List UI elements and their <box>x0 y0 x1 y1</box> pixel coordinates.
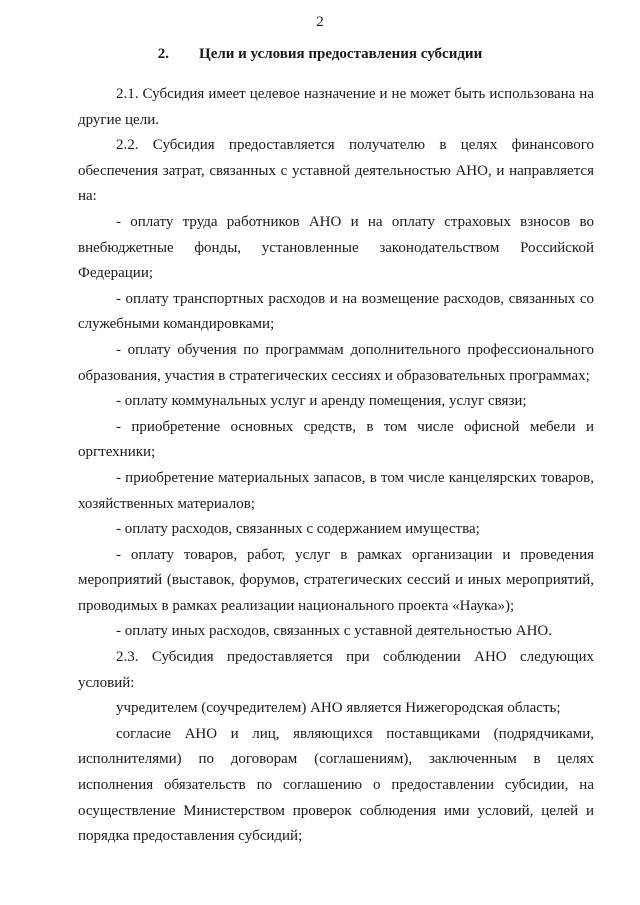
section-number: 2. <box>157 46 170 62</box>
list-item: - оплату расходов, связанных с содержанием имущества; <box>116 521 480 538</box>
condition-item: согласие АНО и лиц, являющихся поставщиками (подрядчиками, исполнителями) по договорам (соглашениям), заключенным в целях исполнения обязательств по соглашению о предоставлении субсидии, на осуществление Министерством проверок соблюдения ими условий, целей и порядка предоставления субсидий; <box>78 725 594 845</box>
paragraph-2-3: 2.3. Субсидия предоставляется при соблюдении АНО следующих условий: <box>78 649 594 691</box>
condition-item: учредителем (соучредителем) АНО является Нижегородская область; <box>116 700 561 717</box>
list-item: - приобретение материальных запасов, в том числе канцелярских товаров, хозяйственных материалов; <box>78 469 594 512</box>
list-item: - оплату обучения по программам дополнительного профессионального образования, участия в стратегических сессиях и образовательных программах; <box>78 341 594 384</box>
list-item: - оплату труда работников АНО и на оплату страховых взносов во внебюджетные фонды, установленные законодательством Российской Федерации; <box>78 213 594 282</box>
list-item: - оплату товаров, работ, услуг в рамках организации и проведения мероприятий (выставок, форумов, стратегических сессий и иных мероприятий, проводимых в рамках реализации национального проекта «Наука»); <box>78 546 594 614</box>
body-text <box>78 82 594 850</box>
list-item: - оплату коммунальных услуг и аренду помещения, услуг связи; <box>116 393 527 410</box>
paragraph-2-2: 2.2. Субсидия предоставляется получателю в целях финансового обеспечения затрат, связанных с уставной деятельностью АНО, и направляется на: <box>78 137 594 205</box>
list-item: - оплату иных расходов, связанных с уставной деятельностью АНО. <box>116 623 552 640</box>
paragraph-2-1: 2.1. Субсидия имеет целевое назначение и не может быть использована на другие цели. <box>78 86 594 128</box>
page-number: 2 <box>316 14 324 30</box>
list-item: - приобретение основных средств, в том числе офисной мебели и оргтехники; <box>78 418 594 461</box>
section-heading <box>0 46 640 63</box>
list-item: - оплату транспортных расходов и на возмещение расходов, связанных со служебными командировками; <box>78 290 594 333</box>
section-title: Цели и условия предоставления субсидии <box>199 46 483 62</box>
